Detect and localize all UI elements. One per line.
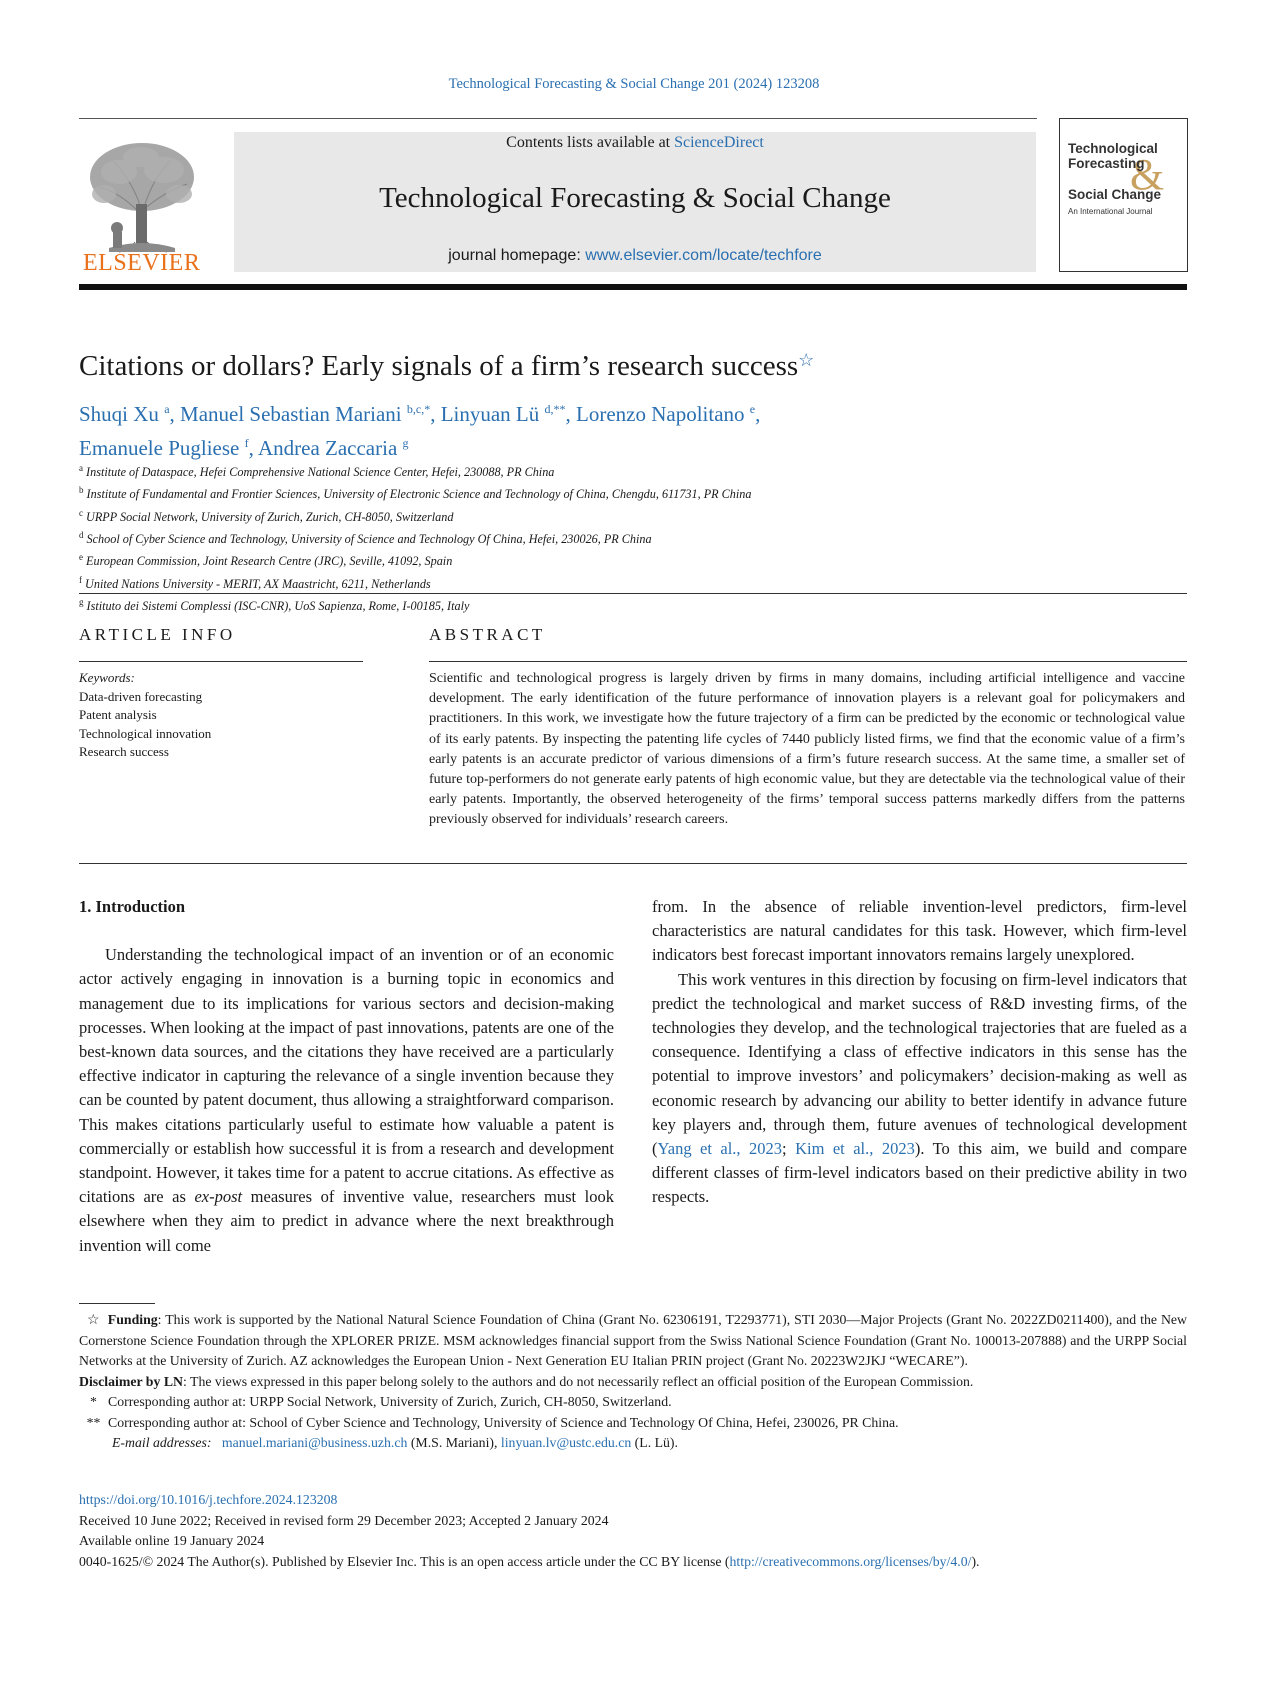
license-text: 0040-1625/© 2024 The Author(s). Published by Elsevier Inc. This is an open access article under the CC BY license ( (79, 1553, 730, 1569)
publisher-name: ELSEVIER (83, 250, 201, 276)
received-dates: Received 10 June 2022; Received in revised form 29 December 2023; Accepted 2 January 2024 (79, 1512, 609, 1528)
keyword-item: Technological innovation (79, 725, 212, 741)
affiliation-rule (79, 593, 1187, 594)
section-heading: 1. Introduction (79, 897, 186, 916)
funding-note (79, 1310, 1187, 1372)
email-note (79, 1433, 1187, 1454)
article-meta (79, 1490, 979, 1572)
email-label: E-mail addresses: (112, 1435, 212, 1450)
emphasis-text: ex-post (194, 1187, 243, 1207)
funding-label: Funding (107, 1312, 158, 1327)
keywords-label: Keywords: (79, 670, 135, 685)
body-column-right (652, 895, 1187, 1210)
sciencedirect-link[interactable]: ScienceDirect (674, 134, 764, 151)
disclaimer-note (79, 1372, 1187, 1393)
elsevier-logo (79, 132, 206, 276)
funding-star-icon: ☆ (87, 1312, 100, 1327)
homepage-line (234, 247, 1036, 265)
affiliation-text: United Nations University - MERIT, AX Maastricht, 6211, Netherlands (85, 576, 431, 591)
abstract-end-rule (79, 863, 1187, 864)
author-affil-mark[interactable]: g (402, 436, 409, 450)
affiliation-item (79, 459, 751, 481)
keyword-item: Patent analysis (79, 707, 157, 722)
contents-line (234, 134, 1036, 152)
keywords-block (79, 669, 211, 762)
affiliation-item (79, 571, 751, 593)
author-affil-mark[interactable]: e (749, 402, 756, 416)
affiliation-text: Istituto dei Sistemi Complessi (ISC-CNR), UoS Sapienza, Rome, I-00185, Italy (86, 599, 470, 614)
cover-ampersand: & (1130, 150, 1165, 199)
author-link[interactable]: Shuqi Xu (79, 402, 159, 426)
keyword-item: Research success (79, 744, 169, 759)
footnotes (79, 1310, 1187, 1454)
affiliation-text: European Commission, Joint Research Centre (JRC), Seville, 41092, Spain (86, 554, 453, 569)
email-owner: (L. Lü). (631, 1435, 678, 1450)
author-affil-mark[interactable]: d,** (544, 402, 566, 416)
affiliation-item (79, 481, 751, 503)
affiliation-mark: d (79, 530, 84, 541)
author-link[interactable]: Emanuele Pugliese (79, 436, 240, 460)
affiliation-item (79, 526, 751, 548)
affiliation-text: School of Cyber Science and Technology, University of Science and Technology Of China, Hefei, 230026, PR China (86, 532, 652, 547)
abstract-rule (429, 661, 1187, 662)
header-rule (79, 118, 1037, 119)
corresponding-note (79, 1413, 1187, 1434)
journal-banner (234, 132, 1036, 272)
author-affil-mark[interactable]: a (164, 402, 170, 416)
email-owner: (M.S. Mariani), (407, 1435, 501, 1450)
email-link[interactable]: manuel.mariani@business.uzh.ch (221, 1435, 408, 1450)
cover-line-1: Technological (1068, 141, 1158, 156)
body-column-left (79, 895, 614, 1258)
funding-text: : This work is supported by the National Natural Science Foundation of China (Grant No. 62306191, T2293771), STI 2030—Major Projects (Grant No. 2022ZD0211400), and the New Cornerstone Science Foundation through the XPLORER PRIZE. MSM acknowledges financial support from the Swiss National Science Foundation (Grant No. 100013-207888) and the URPP Social Networks at the University of Zurich. AZ acknowledges the European Union - Next Generation EU Italian PRIN project (Grant No. 20223W2JKJ “WECARE”). (79, 1312, 1187, 1368)
affiliation-mark: a (79, 463, 83, 473)
corresponding-text: Corresponding author at: URPP Social Network, University of Zurich, Zurich, CH-8050, Switzerland. (108, 1394, 672, 1409)
disclaimer-text: : The views expressed in this paper belong solely to the authors and do not necessarily reflect an official position of the European Commission. (182, 1373, 974, 1389)
paragraph-text: Understanding the technological impact of an invention or of an economic actor actively engaging in innovation is a burning topic in economics and management due to its implications for various sectors and decision-making processes. When looking at the impact of past innovations, patents are one of the best-known data sources, and the citations they have received are a particularly effective indicator in capturing the relevance of a single invention because they can be counted by patent document, thus allowing a straightforward comparison. This makes citations particularly useful to estimate how valuable a patent is commercially or establish how successful it is from a research and development standpoint. However, it takes time for a patent to accrue citations. As effective as citations are as (79, 945, 614, 1207)
reference-link[interactable]: Yang et al., 2023 (657, 1139, 783, 1159)
cover-line-2: Forecasting (1068, 156, 1145, 171)
body-paragraph (652, 968, 1187, 1210)
corresponding-text: Corresponding author at: School of Cyber Science and Technology, University of Science and Technology Of China, Hefei, 230026, PR China. (108, 1414, 899, 1430)
body-paragraph (79, 943, 614, 1258)
footnote-mark: * (90, 1394, 97, 1409)
available-date: Available online 19 January 2024 (79, 1533, 265, 1548)
paragraph-text: This work ventures in this direction by focusing on firm-level indicators that predict the technological and market success of R&D investing firms, of the technologies they develop, and the technological trajectories that are fueled as a consequence. Identifying a class of effective indicators in this sense has the potential to improve investors’ and policymakers’ decision-making as well as economic research by advancing our ability to better identify in advance future key players and, through them, future avenues of technological development ( (652, 969, 1187, 1159)
disclaimer-label: Disclaimer by LN (79, 1373, 183, 1389)
abstract-heading: ABSTRACT (429, 625, 546, 644)
affiliation-mark: b (79, 485, 84, 496)
affiliation-mark: g (79, 597, 84, 608)
paragraph-text: ). To this aim, we build and compare different classes of firm-level indicators based on their predictive ability in two respects. (652, 1139, 1187, 1207)
affiliation-item (79, 593, 751, 615)
affiliation-item (79, 504, 751, 526)
homepage-prefix: journal homepage: (448, 247, 586, 264)
author-link[interactable]: Manuel Sebastian Mariani (180, 402, 402, 426)
affiliation-text: URPP Social Network, University of Zurich, Zurich, CH-8050, Switzerland (86, 509, 454, 524)
reference-link[interactable]: Kim et al., 2023 (795, 1139, 915, 1159)
affiliation-mark: e (79, 552, 83, 563)
keyword-item: Data-driven forecasting (79, 688, 203, 704)
footnote-mark: ** (86, 1414, 101, 1430)
reference-separator: ; (782, 1139, 796, 1159)
header-thick-rule (79, 284, 1187, 290)
author-link[interactable]: Linyuan Lü (440, 402, 540, 426)
body-paragraph: from. In the absence of reliable invention-level predictors, firm-level characteristics are natural candidates for this task. However, which firm-level indicators best forecast important innovators remains largely unexplored. (652, 897, 1187, 965)
cover-subtitle: An International Journal (1068, 207, 1153, 216)
license-link[interactable]: http://creativecommons.org/licenses/by/4.0/ (729, 1553, 972, 1569)
affiliation-mark: c (79, 507, 83, 518)
affiliation-item (79, 548, 751, 570)
abstract-text: Scientific and technological progress is largely driven by firms in many domains, including artificial intelligence and vaccine development. The early identification of the future performance of innovation players is a relevant goal for policymakers and practitioners. In this work, we investigate how the future trajectory of a firm can be predicted by the economic or technological value of its early patents. By inspecting the patenting life cycles of 7440 publicly listed firms, we find that the economic value of a firm’s early patents is an accurate predictor of various dimensions of a firm’s future research success. At the same time, a smaller set of future top-performers do not generate early patents of high economic value, but they are detectable via the technological value of their early patents. Importantly, the observed heterogeneity of the firms’ temporal success patterns markedly differs from the patterns previously observed for individuals’ research careers. (429, 671, 1185, 828)
journal-citation[interactable]: Technological Forecasting & Social Change 201 (2024) 123208 (448, 76, 820, 92)
article-title-text: Citations or dollars? Early signals of a firm’s research success (79, 350, 799, 382)
cover-title (1068, 141, 1158, 171)
footnote-rule (79, 1303, 155, 1304)
author-link[interactable]: Andrea Zaccaria (257, 436, 398, 460)
affiliation-text: Institute of Dataspace, Hefei Comprehensive National Science Center, Hefei, 230088, PR China (86, 465, 555, 480)
article-title (79, 350, 814, 383)
article-info-heading: ARTICLE INFO (79, 625, 236, 644)
paragraph-text: measures of inventive value, researchers must look elsewhere when they aim to predict in advance where the next breakthrough invention will come (79, 1187, 614, 1255)
author-link[interactable]: Lorenzo Napolitano (576, 402, 745, 426)
license-text: ). (971, 1553, 980, 1569)
cover-line-3: Social Change (1068, 187, 1162, 202)
contents-prefix: Contents lists available at (506, 134, 675, 151)
funding-star-icon[interactable]: ☆ (798, 350, 815, 370)
email-link[interactable]: linyuan.lv@ustc.edu.cn (500, 1435, 632, 1450)
author-affil-mark[interactable]: f (244, 436, 249, 450)
affiliation-mark: f (79, 574, 82, 585)
corresponding-note (79, 1392, 1187, 1413)
journal-title: Technological Forecasting & Social Change (379, 182, 891, 214)
license-line (79, 1552, 979, 1573)
affiliation-text: Institute of Fundamental and Frontier Sciences, University of Electronic Science and Technology of China, Chengdu, 611731, PR China (86, 487, 752, 502)
doi-link[interactable]: https://doi.org/10.1016/j.techfore.2024.123208 (79, 1492, 338, 1507)
journal-cover[interactable] (1059, 118, 1188, 272)
author-affil-mark[interactable]: b,c,* (406, 402, 431, 416)
article-info-rule (79, 661, 363, 662)
author-list: Shuqi Xu $^a$, Manuel Sebastian Mariani $^{b,c,*}$, Linyuan Lü $^{d,**}$, Lorenzo Napolitano $^e$, Emanuele Pugliese $^f$, Andrea Zaccaria $^g$ (79, 402, 761, 460)
homepage-link[interactable]: www.elsevier.com/locate/techfore (585, 247, 822, 264)
